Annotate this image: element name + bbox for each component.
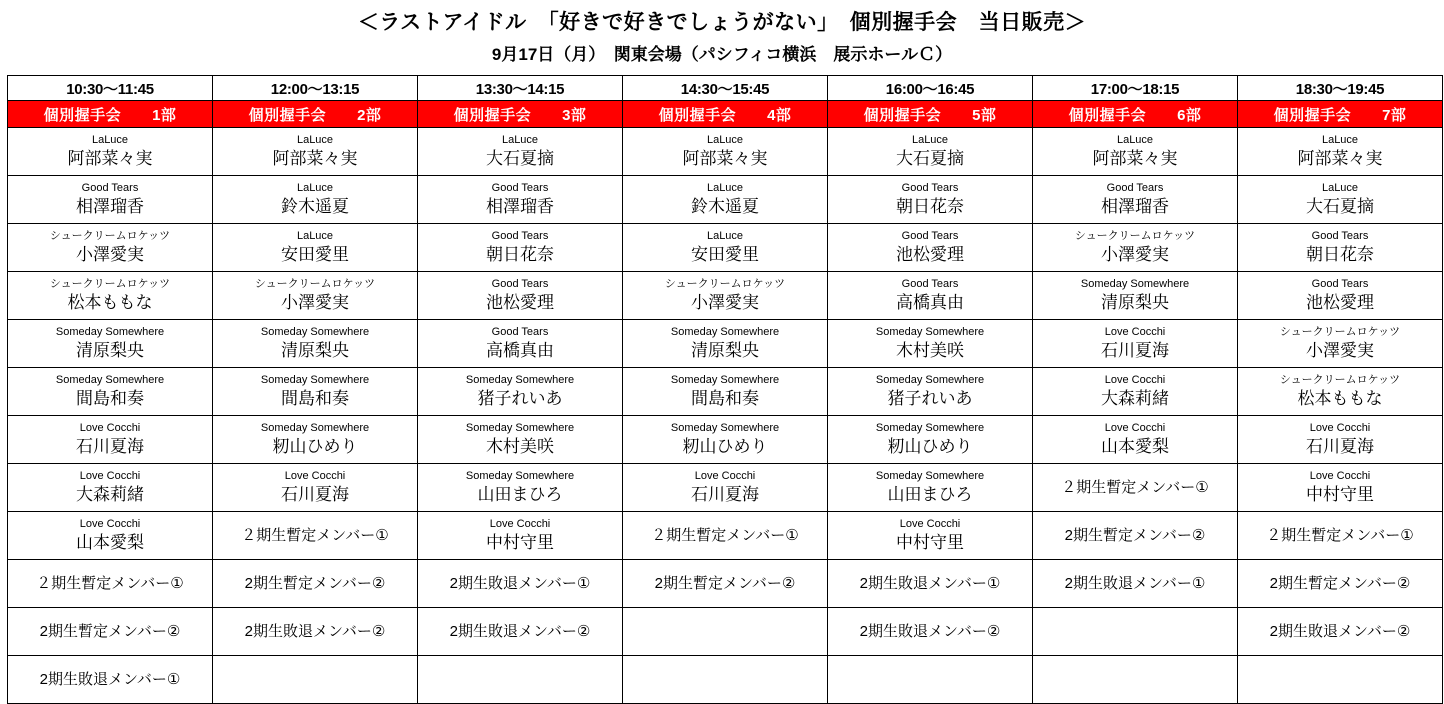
member-slot-cell[interactable] xyxy=(1238,272,1443,320)
member-name: 山本愛梨 xyxy=(1101,436,1169,456)
table-row xyxy=(8,224,1443,272)
member-slot-cell[interactable] xyxy=(1033,560,1238,608)
member-group-label: Good Tears xyxy=(1106,181,1164,194)
member-slot-cell[interactable] xyxy=(623,176,828,224)
member-group-label: LaLuce xyxy=(706,181,744,194)
member-slot-cell[interactable] xyxy=(213,464,418,512)
member-group-label: Someday Somewhere xyxy=(55,325,165,338)
member-name: ２期生暫定メンバー① xyxy=(1266,526,1414,544)
member-group-label: Love Cocchi xyxy=(1309,469,1371,482)
member-group-label: LaLuce xyxy=(706,133,744,146)
member-name: 安田愛里 xyxy=(281,244,349,264)
member-name: 阿部菜々実 xyxy=(67,148,153,168)
member-group-label: Good Tears xyxy=(491,277,549,290)
table-row xyxy=(8,560,1443,608)
member-group-label: Someday Somewhere xyxy=(875,421,985,434)
member-name: 石川夏海 xyxy=(281,484,349,504)
member-slot-cell[interactable] xyxy=(213,560,418,608)
member-group-label: LaLuce xyxy=(1321,133,1359,146)
member-name: 朝日花奈 xyxy=(1306,244,1374,264)
time-slot-header: 17:00～18:15 xyxy=(1033,76,1238,101)
member-name: 2期生敗退メンバー② xyxy=(859,622,1001,640)
member-slot-cell[interactable] xyxy=(623,224,828,272)
member-name: 小澤愛実 xyxy=(1306,340,1374,360)
member-slot-cell[interactable] xyxy=(213,176,418,224)
member-slot-cell[interactable] xyxy=(1238,320,1443,368)
member-group-label: Someday Somewhere xyxy=(875,469,985,482)
member-slot-cell[interactable] xyxy=(1033,128,1238,176)
member-name: 朝日花奈 xyxy=(486,244,554,264)
table-row xyxy=(8,368,1443,416)
member-name: 朝日花奈 xyxy=(896,196,964,216)
member-group-label: Good Tears xyxy=(1311,277,1369,290)
member-group-label: Someday Somewhere xyxy=(875,325,985,338)
member-slot-cell[interactable] xyxy=(623,128,828,176)
member-group-label: LaLuce xyxy=(296,181,334,194)
member-group-label: Love Cocchi xyxy=(1309,421,1371,434)
member-slot-cell[interactable] xyxy=(213,368,418,416)
member-slot-cell[interactable] xyxy=(1033,416,1238,464)
member-group-label: LaLuce xyxy=(296,133,334,146)
member-group-label: LaLuce xyxy=(911,133,949,146)
member-name: 大石夏摘 xyxy=(486,148,554,168)
time-slot-header: 14:30～15:45 xyxy=(623,76,828,101)
member-name: 相澤瑠香 xyxy=(486,196,554,216)
member-name: 木村美咲 xyxy=(486,436,554,456)
table-row xyxy=(8,128,1443,176)
member-name: 2期生敗退メンバー① xyxy=(1064,574,1206,592)
member-group-label: シュークリームロケッツ xyxy=(254,277,376,290)
member-slot-cell[interactable] xyxy=(1238,416,1443,464)
member-slot-cell[interactable] xyxy=(213,272,418,320)
member-group-label: シュークリームロケッツ xyxy=(49,229,171,242)
member-slot-cell[interactable] xyxy=(828,416,1033,464)
member-name: ２期生暫定メンバー① xyxy=(1061,478,1209,496)
member-group-label: LaLuce xyxy=(1321,181,1359,194)
member-group-label: LaLuce xyxy=(1116,133,1154,146)
member-group-label: シュークリームロケッツ xyxy=(1074,229,1196,242)
member-slot-cell[interactable] xyxy=(8,656,213,704)
member-name: 2期生敗退メンバー① xyxy=(39,670,181,688)
time-slot-header: 16:00～16:45 xyxy=(828,76,1033,101)
table-row xyxy=(8,512,1443,560)
member-name: 相澤瑠香 xyxy=(1101,196,1169,216)
member-name: 高橋真由 xyxy=(486,340,554,360)
empty-slot-cell xyxy=(418,656,623,704)
member-slot-cell[interactable] xyxy=(8,272,213,320)
member-slot-cell[interactable] xyxy=(8,128,213,176)
member-name: 阿部菜々実 xyxy=(682,148,768,168)
member-name: 猪子れいあ xyxy=(887,388,973,408)
member-slot-cell[interactable] xyxy=(828,176,1033,224)
member-slot-cell[interactable] xyxy=(1238,464,1443,512)
member-slot-cell[interactable] xyxy=(1033,176,1238,224)
time-slot-header: 18:30～19:45 xyxy=(1238,76,1443,101)
member-name: 中村守里 xyxy=(896,532,964,552)
member-name: 2期生暫定メンバー② xyxy=(244,574,386,592)
member-name: 間島和奏 xyxy=(691,388,759,408)
member-name: 松本ももな xyxy=(1297,388,1383,408)
member-name: 阿部菜々実 xyxy=(272,148,358,168)
member-name: 高橋真由 xyxy=(896,292,964,312)
member-slot-cell[interactable] xyxy=(418,320,623,368)
member-slot-cell[interactable] xyxy=(8,416,213,464)
member-group-label: シュークリームロケッツ xyxy=(1279,373,1401,386)
member-name: ２期生暫定メンバー① xyxy=(651,526,799,544)
member-slot-cell[interactable] xyxy=(1033,464,1238,512)
member-name: 間島和奏 xyxy=(76,388,144,408)
member-group-label: Love Cocchi xyxy=(79,517,141,530)
member-slot-cell[interactable] xyxy=(418,224,623,272)
member-name: 2期生暫定メンバー② xyxy=(654,574,796,592)
table-row xyxy=(8,272,1443,320)
member-slot-cell[interactable] xyxy=(418,608,623,656)
member-group-label: Someday Somewhere xyxy=(465,373,575,386)
member-group-label: Someday Somewhere xyxy=(875,373,985,386)
member-name: 籾山ひめり xyxy=(887,436,973,456)
empty-slot-cell xyxy=(1033,608,1238,656)
member-name: 大森莉緒 xyxy=(76,484,144,504)
part-header: 個別握手会 5部 xyxy=(828,101,1033,128)
member-slot-cell[interactable] xyxy=(623,512,828,560)
handshake-schedule-table xyxy=(7,75,1443,704)
member-slot-cell[interactable] xyxy=(623,368,828,416)
member-slot-cell[interactable] xyxy=(828,128,1033,176)
member-group-label: Love Cocchi xyxy=(79,469,141,482)
member-slot-cell[interactable] xyxy=(1033,224,1238,272)
member-slot-cell[interactable] xyxy=(418,512,623,560)
table-row xyxy=(8,416,1443,464)
member-slot-cell[interactable] xyxy=(828,272,1033,320)
member-group-label: Love Cocchi xyxy=(79,421,141,434)
member-slot-cell[interactable] xyxy=(828,368,1033,416)
member-name: 石川夏海 xyxy=(1306,436,1374,456)
member-name: 2期生暫定メンバー② xyxy=(1269,574,1411,592)
member-group-label: Love Cocchi xyxy=(1104,325,1166,338)
member-group-label: Good Tears xyxy=(901,181,959,194)
member-slot-cell[interactable] xyxy=(828,320,1033,368)
member-slot-cell[interactable] xyxy=(8,224,213,272)
member-group-label: Someday Somewhere xyxy=(465,469,575,482)
member-slot-cell[interactable] xyxy=(8,464,213,512)
member-slot-cell[interactable] xyxy=(828,608,1033,656)
member-name: 石川夏海 xyxy=(1101,340,1169,360)
member-group-label: Someday Somewhere xyxy=(260,325,370,338)
member-slot-cell[interactable] xyxy=(623,464,828,512)
member-name: 石川夏海 xyxy=(691,484,759,504)
empty-slot-cell xyxy=(623,656,828,704)
member-slot-cell[interactable] xyxy=(213,224,418,272)
member-slot-cell[interactable] xyxy=(623,416,828,464)
member-name: 小澤愛実 xyxy=(691,292,759,312)
member-group-label: Someday Somewhere xyxy=(260,421,370,434)
member-name: 阿部菜々実 xyxy=(1092,148,1178,168)
member-slot-cell[interactable] xyxy=(418,560,623,608)
empty-slot-cell xyxy=(623,608,828,656)
time-slot-header: 12:00～13:15 xyxy=(213,76,418,101)
member-slot-cell[interactable] xyxy=(828,464,1033,512)
member-slot-cell[interactable] xyxy=(213,320,418,368)
member-slot-cell[interactable] xyxy=(418,272,623,320)
table-row xyxy=(8,320,1443,368)
member-name: 大森莉緒 xyxy=(1101,388,1169,408)
member-group-label: Someday Somewhere xyxy=(670,373,780,386)
member-name: 2期生敗退メンバー① xyxy=(449,574,591,592)
part-header: 個別握手会 6部 xyxy=(1033,101,1238,128)
member-group-label: Someday Somewhere xyxy=(1080,277,1190,290)
member-group-label: Someday Somewhere xyxy=(55,373,165,386)
member-slot-cell[interactable] xyxy=(8,608,213,656)
part-header: 個別握手会 3部 xyxy=(418,101,623,128)
member-name: 山田まひろ xyxy=(477,484,563,504)
member-name: 籾山ひめり xyxy=(272,436,358,456)
member-slot-cell[interactable] xyxy=(213,608,418,656)
member-group-label: シュークリームロケッツ xyxy=(664,277,786,290)
member-slot-cell[interactable] xyxy=(828,224,1033,272)
member-group-label: Love Cocchi xyxy=(1104,421,1166,434)
member-slot-cell[interactable] xyxy=(8,512,213,560)
member-group-label: Someday Somewhere xyxy=(260,373,370,386)
member-slot-cell[interactable] xyxy=(213,416,418,464)
member-name: 阿部菜々実 xyxy=(1297,148,1383,168)
member-slot-cell[interactable] xyxy=(828,560,1033,608)
member-slot-cell[interactable] xyxy=(8,176,213,224)
member-name: 池松愛理 xyxy=(896,244,964,264)
member-slot-cell[interactable] xyxy=(418,128,623,176)
member-slot-cell[interactable] xyxy=(1238,560,1443,608)
empty-slot-cell xyxy=(828,656,1033,704)
member-name: 猪子れいあ xyxy=(477,388,563,408)
member-name: 鈴木遥夏 xyxy=(691,196,759,216)
member-name: 松本ももな xyxy=(67,292,153,312)
member-name: 2期生敗退メンバー② xyxy=(244,622,386,640)
member-slot-cell[interactable] xyxy=(8,560,213,608)
part-header: 個別握手会 1部 xyxy=(8,101,213,128)
page-title: ＜ラストアイドル 「好きで好きでしょうがない」 個別握手会 当日販売＞ xyxy=(357,11,1087,34)
member-slot-cell[interactable] xyxy=(1033,512,1238,560)
member-slot-cell[interactable] xyxy=(418,176,623,224)
member-name: 小澤愛実 xyxy=(76,244,144,264)
member-name: 安田愛里 xyxy=(691,244,759,264)
member-name: 山田まひろ xyxy=(887,484,973,504)
member-name: 2期生敗退メンバー① xyxy=(859,574,1001,592)
member-group-label: LaLuce xyxy=(296,229,334,242)
member-slot-cell[interactable] xyxy=(213,128,418,176)
member-name: 小澤愛実 xyxy=(281,292,349,312)
member-group-label: Good Tears xyxy=(901,277,959,290)
member-name: ２期生暫定メンバー① xyxy=(241,526,389,544)
member-group-label: Good Tears xyxy=(491,325,549,338)
member-name: 石川夏海 xyxy=(76,436,144,456)
member-slot-cell[interactable] xyxy=(1238,608,1443,656)
member-group-label: Love Cocchi xyxy=(694,469,756,482)
member-slot-cell[interactable] xyxy=(1238,128,1443,176)
member-group-label: Good Tears xyxy=(491,229,549,242)
member-slot-cell[interactable] xyxy=(828,512,1033,560)
member-slot-cell[interactable] xyxy=(418,368,623,416)
member-name: 2期生暫定メンバー② xyxy=(39,622,181,640)
page-subtitle: 9月17日（月） 関東会場（パシフィコ横浜 展示ホールＣ） xyxy=(491,45,953,65)
member-name: 2期生敗退メンバー② xyxy=(1269,622,1411,640)
part-header: 個別握手会 7部 xyxy=(1238,101,1443,128)
time-header-row xyxy=(8,76,1443,101)
member-group-label: Good Tears xyxy=(1311,229,1369,242)
member-slot-cell[interactable] xyxy=(8,368,213,416)
member-group-label: Someday Somewhere xyxy=(465,421,575,434)
member-group-label: Love Cocchi xyxy=(899,517,961,530)
member-slot-cell[interactable] xyxy=(1238,224,1443,272)
member-name: 籾山ひめり xyxy=(682,436,768,456)
member-group-label: Love Cocchi xyxy=(284,469,346,482)
member-group-label: Someday Somewhere xyxy=(670,325,780,338)
table-row xyxy=(8,176,1443,224)
member-name: 小澤愛実 xyxy=(1101,244,1169,264)
member-name: 2期生暫定メンバー② xyxy=(1064,526,1206,544)
member-name: 木村美咲 xyxy=(896,340,964,360)
member-name: 清原梨央 xyxy=(1101,292,1169,312)
member-slot-cell[interactable] xyxy=(623,272,828,320)
member-group-label: LaLuce xyxy=(706,229,744,242)
member-name: 相澤瑠香 xyxy=(76,196,144,216)
member-name: 池松愛理 xyxy=(1306,292,1374,312)
part-header: 個別握手会 2部 xyxy=(213,101,418,128)
member-name: 清原梨央 xyxy=(691,340,759,360)
member-group-label: Love Cocchi xyxy=(489,517,551,530)
member-group-label: シュークリームロケッツ xyxy=(1279,325,1401,338)
table-row xyxy=(8,464,1443,512)
time-slot-header: 10:30～11:45 xyxy=(8,76,213,101)
member-group-label: Good Tears xyxy=(81,181,139,194)
table-row xyxy=(8,656,1443,704)
empty-slot-cell xyxy=(1238,656,1443,704)
member-group-label: LaLuce xyxy=(91,133,129,146)
empty-slot-cell xyxy=(213,656,418,704)
member-slot-cell[interactable] xyxy=(418,464,623,512)
member-slot-cell[interactable] xyxy=(1033,368,1238,416)
member-slot-cell[interactable] xyxy=(623,320,828,368)
part-header-row xyxy=(8,101,1443,128)
part-header: 個別握手会 4部 xyxy=(623,101,828,128)
member-slot-cell[interactable] xyxy=(1033,272,1238,320)
member-name: 大石夏摘 xyxy=(896,148,964,168)
member-name: 山本愛梨 xyxy=(76,532,144,552)
time-slot-header: 13:30～14:15 xyxy=(418,76,623,101)
member-name: 池松愛理 xyxy=(486,292,554,312)
member-group-label: Someday Somewhere xyxy=(670,421,780,434)
empty-slot-cell xyxy=(1033,656,1238,704)
member-slot-cell[interactable] xyxy=(1238,368,1443,416)
member-name: 鈴木遥夏 xyxy=(281,196,349,216)
member-name: 間島和奏 xyxy=(281,388,349,408)
member-group-label: Good Tears xyxy=(491,181,549,194)
member-slot-cell[interactable] xyxy=(1238,512,1443,560)
member-slot-cell[interactable] xyxy=(1238,176,1443,224)
member-group-label: LaLuce xyxy=(501,133,539,146)
member-slot-cell[interactable] xyxy=(418,416,623,464)
member-slot-cell[interactable] xyxy=(1033,320,1238,368)
member-name: 中村守里 xyxy=(1306,484,1374,504)
member-slot-cell[interactable] xyxy=(8,320,213,368)
member-name: 清原梨央 xyxy=(76,340,144,360)
member-slot-cell[interactable] xyxy=(213,512,418,560)
member-name: 中村守里 xyxy=(486,532,554,552)
member-name: ２期生暫定メンバー① xyxy=(36,574,184,592)
member-name: 2期生敗退メンバー② xyxy=(449,622,591,640)
member-name: 大石夏摘 xyxy=(1306,196,1374,216)
member-group-label: Good Tears xyxy=(901,229,959,242)
member-name: 清原梨央 xyxy=(281,340,349,360)
table-row xyxy=(8,608,1443,656)
member-group-label: シュークリームロケッツ xyxy=(49,277,171,290)
member-group-label: Love Cocchi xyxy=(1104,373,1166,386)
member-slot-cell[interactable] xyxy=(623,560,828,608)
